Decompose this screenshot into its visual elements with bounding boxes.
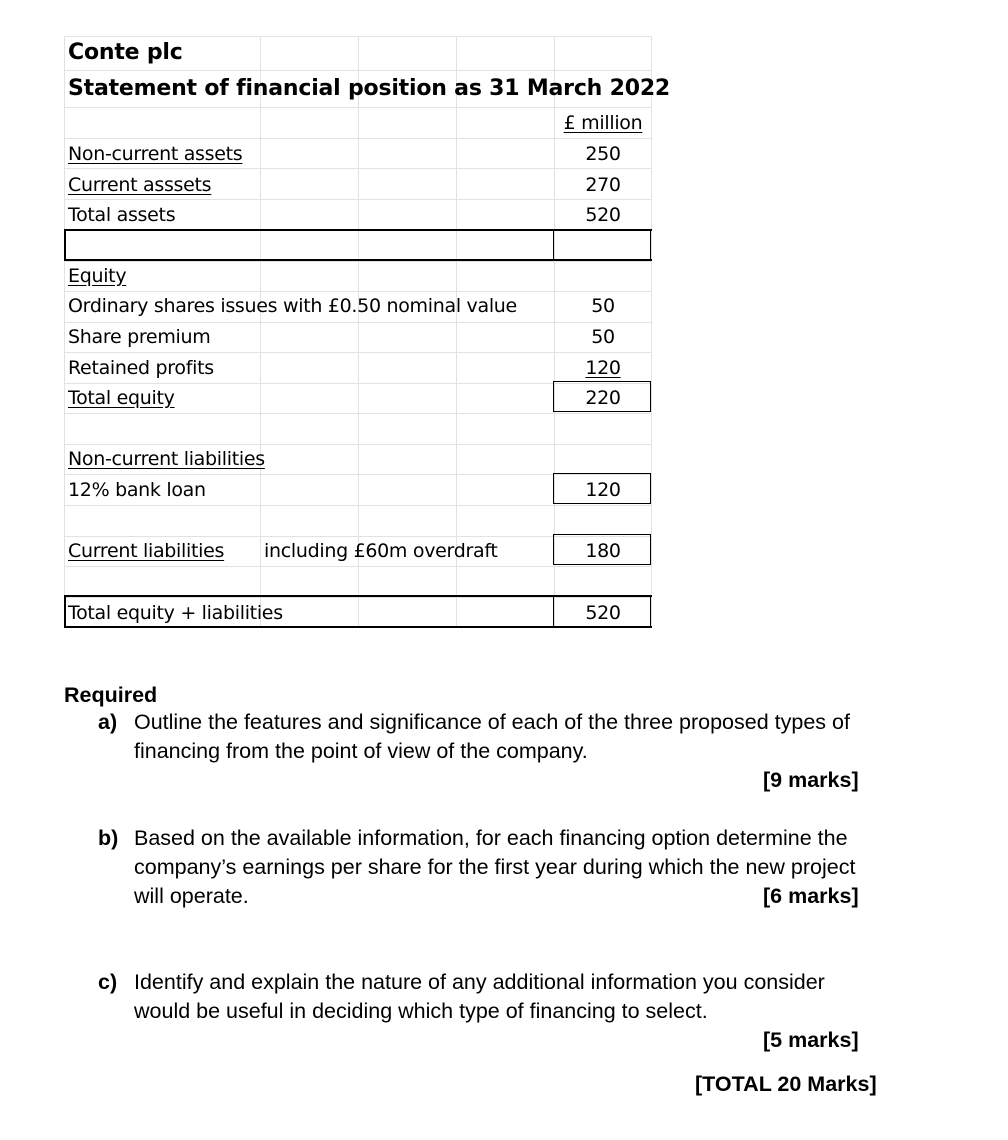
non-current-liabilities-heading: Non-current liabilities (68, 448, 265, 470)
grid-row-line (64, 291, 652, 292)
grid-row-line (64, 505, 652, 506)
current-liabilities-value: 180 (585, 540, 621, 562)
grid-row-line (64, 444, 652, 445)
ordinary-shares-label: Ordinary shares issues with £0.50 nominal value (68, 295, 517, 317)
non-current-assets-label: Non-current assets (68, 143, 243, 165)
total-equity-value: 220 (585, 387, 621, 409)
question-a-line2: financing from the point of view of the company. (134, 739, 588, 763)
total-el-left-border (64, 595, 66, 627)
bank-loan-label: 12% bank loan (68, 479, 206, 501)
grid-row-line (64, 199, 652, 200)
grid-row-line (64, 261, 652, 262)
question-c-line1: Identify and explain the nature of any additional information you consider (134, 970, 825, 994)
grid-row-line (64, 413, 652, 414)
grid-row-line (64, 138, 652, 139)
question-b-line1: Based on the available information, for each financing option determine the (134, 826, 848, 850)
share-premium-value: 50 (591, 326, 615, 348)
grid-col-line (260, 36, 261, 628)
statement-title: Statement of financial position as 31 March 2022 (68, 76, 671, 101)
total-equity-liabilities-value: 520 (585, 602, 621, 624)
unit-header: £ million (563, 112, 643, 134)
equity-heading: Equity (68, 265, 127, 287)
bank-loan-value: 120 (585, 479, 621, 501)
grid-row-line (64, 566, 652, 567)
question-b-line2: company’s earnings per share for the first year during which the new project (134, 855, 856, 879)
question-b-letter: b) (98, 826, 119, 850)
question-a-letter: a) (98, 710, 118, 734)
total-assets-value: 520 (585, 204, 621, 226)
question-c-line2: would be useful in deciding which type of financing to select. (134, 999, 708, 1023)
total-equity-liabilities-label: Total equity + liabilities (68, 602, 283, 624)
grid-row-line (64, 36, 652, 37)
current-assets-value: 270 (585, 174, 621, 196)
company-name: Conte plc (68, 40, 183, 65)
retained-profits-value: 120 (585, 357, 621, 379)
current-liabilities-label: Current liabilities (68, 540, 225, 562)
question-c-letter: c) (98, 970, 118, 994)
grid-row-line (64, 70, 652, 71)
required-heading: Required (64, 683, 158, 707)
total-equity-label: Total equity (68, 387, 175, 409)
grid-row-line (64, 322, 652, 323)
question-b-line3: will operate. (134, 884, 249, 908)
total-assets-box (553, 229, 651, 260)
question-a-line1: Outline the features and significance of each of the three proposed types of (134, 710, 850, 734)
question-c-marks: [5 marks] (763, 1028, 859, 1052)
grid-row-line (64, 168, 652, 169)
total-assets-left-border (64, 229, 66, 260)
grid-col-line (64, 36, 65, 628)
total-assets-label: Total assets (68, 204, 176, 226)
non-current-assets-value: 250 (585, 143, 621, 165)
ordinary-shares-value: 50 (591, 295, 615, 317)
question-a-marks: [9 marks] (763, 768, 859, 792)
total-marks: [TOTAL 20 Marks] (695, 1072, 877, 1096)
share-premium-label: Share premium (68, 326, 211, 348)
retained-profits-label: Retained profits (68, 357, 214, 379)
current-assets-label: Current asssets (68, 174, 212, 196)
question-b-marks: [6 marks] (763, 884, 859, 908)
grid-row-line (64, 107, 652, 108)
grid-row-line (64, 352, 652, 353)
current-liabilities-note: including £60m overdraft (264, 540, 498, 562)
balance-sheet-table (64, 36, 671, 628)
